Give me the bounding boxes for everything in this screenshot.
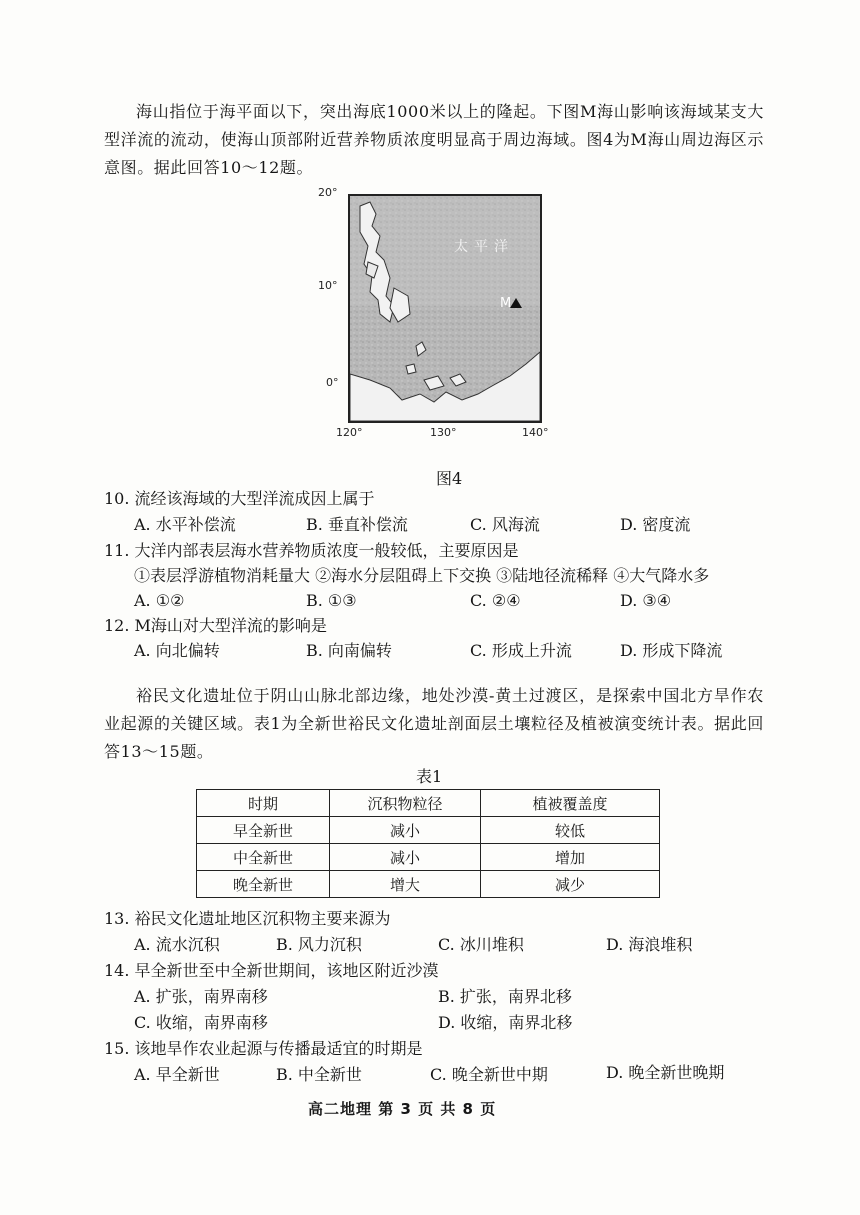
question-15-stem: 15. 该地旱作农业起源与传播最适宜的时期是 [104,1039,423,1058]
seamount-label: M [500,296,512,311]
page-footer: 高二地理 第 3 页 共 8 页 [308,1100,497,1118]
q11-statements: ①表层浮游植物消耗量大 ②海水分层阻碍上下交换 ③陆地径流稀释 ④大气降水多 [134,566,710,585]
q11-option-b[interactable]: B. ①③ [306,591,357,610]
q12-option-c[interactable]: C. 形成上升流 [470,641,572,660]
q12-option-d[interactable]: D. 形成下降流 [620,641,723,660]
q11-option-c[interactable]: C. ②④ [470,591,521,610]
table-cell: 减少 [481,871,660,898]
table-header-row [197,790,660,817]
question-12-stem: 12. M海山对大型洋流的影响是 [104,616,327,635]
lat-label-0: 0° [326,376,339,389]
lat-label-20: 20° [318,186,338,199]
table-1-title: 表1 [416,767,443,786]
question-13-stem: 13. 裕民文化遗址地区沉积物主要来源为 [104,909,391,928]
table-row [197,871,660,898]
table-row [197,844,660,871]
q10-option-a[interactable]: A. 水平补偿流 [134,515,236,534]
table-row [197,817,660,844]
q14-option-b[interactable]: B. 扩张，南界北移 [438,987,572,1006]
ocean-label: 太平洋 [454,239,514,255]
passage-seamount: 海山指位于海平面以下，突出海底1000米以上的隆起。下图M海山影响该海域某支大型洋流的流动，使海山顶部附近营养物质浓度明显高于周边海域。图4为M海山周边海区示意图。据此回答10～12题。 [104,102,764,177]
q13-option-b[interactable]: B. 风力沉积 [276,935,362,954]
table-header-cell: 沉积物粒径 [330,790,481,817]
q13-option-c[interactable]: C. 冰川堆积 [438,935,524,954]
table-cell: 减小 [330,844,481,871]
q15-option-d[interactable]: D. 晚全新世晚期 [606,1063,725,1082]
q14-option-a[interactable]: A. 扩张，南界南移 [134,987,268,1006]
table-header-cell: 时期 [197,790,330,817]
lat-label-10: 10° [318,279,338,292]
q13-option-d[interactable]: D. 海浪堆积 [606,935,693,954]
passage-yumin: 裕民文化遗址位于阴山山脉北部边缘，地处沙漠-黄土过渡区，是探索中国北方旱作农业起源的关键区域。表1为全新世裕民文化遗址剖面层土壤粒径及植被演变统计表。据此回答13～15题。 [104,686,764,761]
lon-label-120: 120° [336,426,363,439]
q14-option-d[interactable]: D. 收缩，南界北移 [438,1013,573,1032]
question-11-stem: 11. 大洋内部表层海水营养物质浓度一般较低，主要原因是 [104,541,519,560]
q15-option-c[interactable]: C. 晚全新世中期 [430,1065,548,1084]
table-cell: 中全新世 [197,844,330,871]
figure-4-map [318,186,558,458]
map-drawing [350,196,540,421]
q15-option-b[interactable]: B. 中全新世 [276,1065,362,1084]
q11-option-d[interactable]: D. ③④ [620,591,672,610]
q10-option-d[interactable]: D. 密度流 [620,515,691,534]
table-cell: 晚全新世 [197,871,330,898]
question-10-stem: 10. 流经该海域的大型洋流成因上属于 [104,489,375,508]
lon-label-140: 140° [522,426,549,439]
q11-option-a[interactable]: A. ①② [134,591,185,610]
table-cell: 早全新世 [197,817,330,844]
table-header-cell: 植被覆盖度 [481,790,660,817]
q14-option-c[interactable]: C. 收缩，南界南移 [134,1013,268,1032]
table-cell: 减小 [330,817,481,844]
question-14-stem: 14. 早全新世至中全新世期间，该地区附近沙漠 [104,961,439,980]
table-cell: 较低 [481,817,660,844]
table-cell: 增加 [481,844,660,871]
q10-option-c[interactable]: C. 风海流 [470,515,540,534]
q12-option-a[interactable]: A. 向北偏转 [134,641,220,660]
table-cell: 增大 [330,871,481,898]
q15-option-a[interactable]: A. 早全新世 [134,1065,220,1084]
q10-option-b[interactable]: B. 垂直补偿流 [306,515,408,534]
table-1 [196,789,660,898]
lon-label-130: 130° [430,426,457,439]
figure-caption: 图4 [436,469,463,488]
q13-option-a[interactable]: A. 流水沉积 [134,935,220,954]
map-frame [348,194,542,423]
q12-option-b[interactable]: B. 向南偏转 [306,641,392,660]
